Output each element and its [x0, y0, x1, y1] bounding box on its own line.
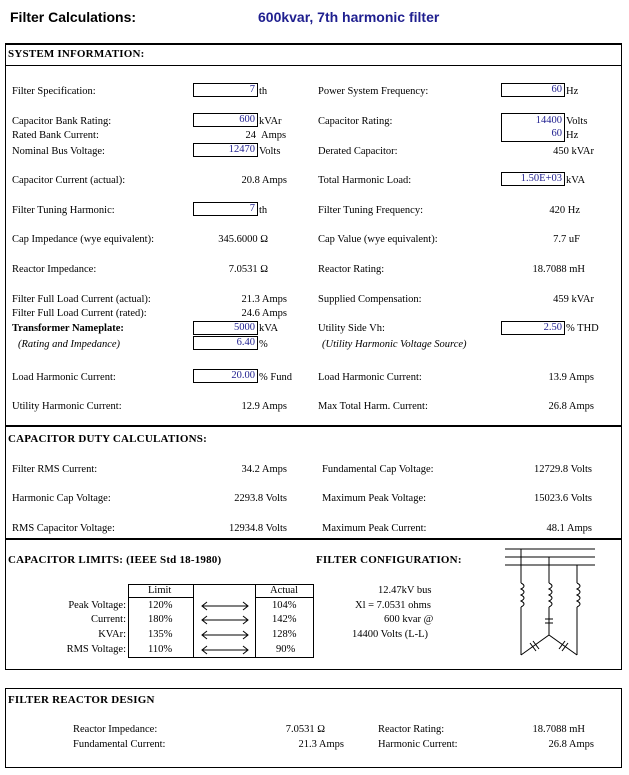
- label: Utility Side Vh:: [318, 323, 385, 334]
- tuning-harm-input[interactable]: 7: [193, 202, 258, 216]
- value: 345.6000 Ω: [218, 234, 268, 245]
- value: 21.3 Amps: [241, 294, 287, 305]
- limit-label: Peak Voltage:: [68, 600, 126, 611]
- label: Filter Specification:: [12, 86, 96, 97]
- value: 20.8 Amps: [241, 175, 287, 186]
- label: Reactor Impedance:: [12, 264, 97, 275]
- label: Maximum Peak Current:: [322, 523, 427, 534]
- label: Utility Harmonic Current:: [12, 401, 122, 412]
- value: 26.8 Amps: [548, 739, 594, 750]
- value: 7.7 uF: [553, 234, 580, 245]
- label: Reactor Rating:: [378, 724, 445, 735]
- value: 7.0531 Ω: [285, 724, 325, 735]
- unit: kVA: [566, 175, 586, 186]
- label: (Utility Harmonic Voltage Source): [322, 339, 467, 350]
- label: Power System Frequency:: [318, 86, 429, 97]
- divider: [255, 597, 314, 598]
- value: 24: [245, 130, 256, 141]
- label: Capacitor Current (actual):: [12, 175, 126, 186]
- value: 2293.8 Volts: [234, 493, 287, 504]
- section-system-info: SYSTEM INFORMATION:: [8, 48, 145, 60]
- value: 15023.6 Volts: [534, 493, 592, 504]
- label: Reactor Impedance:: [73, 724, 158, 735]
- value: 12729.8 Volts: [534, 464, 592, 475]
- label: Load Harmonic Current:: [12, 372, 116, 383]
- value: 12.9 Amps: [241, 401, 287, 412]
- limit-value: 120%: [148, 600, 173, 611]
- label: Reactor Rating:: [318, 264, 385, 275]
- unit: % THD: [566, 323, 599, 334]
- cap-rating-volts: 14400: [535, 115, 562, 126]
- value: 7.0531 Ω: [228, 264, 268, 275]
- value: 18.7088 mH: [532, 724, 585, 735]
- unit: th: [259, 205, 268, 216]
- label: Fundamental Current:: [73, 739, 166, 750]
- filter-schematic: [505, 543, 597, 663]
- label: RMS Capacitor Voltage:: [12, 523, 115, 534]
- unit: Hz: [566, 130, 579, 141]
- label: Fundamental Cap Voltage:: [322, 464, 434, 475]
- col-actual-header: Actual: [270, 585, 298, 596]
- value: 12934.8 Volts: [229, 523, 287, 534]
- value: 450 kVAr: [553, 146, 594, 157]
- total-harm-input[interactable]: 1.50E+03: [501, 172, 565, 186]
- value: 13.9 Amps: [548, 372, 594, 383]
- divider: [128, 597, 193, 598]
- value: 26.8 Amps: [548, 401, 594, 412]
- config-line: 14400 Volts (L-L): [352, 629, 429, 640]
- unit: th: [259, 86, 268, 97]
- section-reactor: FILTER REACTOR DESIGN: [8, 694, 155, 706]
- unit: Volts: [259, 146, 281, 157]
- double-arrow-icon: [198, 598, 252, 658]
- page-title: Filter Calculations:: [10, 9, 137, 25]
- actual-value: 142%: [272, 614, 297, 625]
- actual-value: 90%: [276, 644, 296, 655]
- config-line: 12.47kV bus: [378, 585, 432, 596]
- col-limit-header: Limit: [148, 585, 172, 596]
- nominal-bus-input[interactable]: 12470: [193, 143, 258, 157]
- config-line: 600 kvar @: [384, 614, 434, 625]
- label: Harmonic Current:: [378, 739, 458, 750]
- label: Capacitor Rating:: [318, 116, 393, 127]
- label: Cap Impedance (wye equivalent):: [12, 234, 154, 245]
- utility-vh-input[interactable]: 2.50: [501, 321, 565, 335]
- label: Maximum Peak Voltage:: [322, 493, 427, 504]
- limit-label: KVAr:: [98, 629, 126, 640]
- limit-label: RMS Voltage:: [66, 644, 126, 655]
- divider: [255, 584, 256, 658]
- divider: [193, 584, 194, 658]
- config-line: Xl = 7.0531 ohms: [355, 600, 431, 611]
- label: Capacitor Bank Rating:: [12, 116, 112, 127]
- value: 24.6 Amps: [241, 308, 287, 319]
- label: Harmonic Cap Voltage:: [12, 493, 111, 504]
- label: Total Harmonic Load:: [318, 175, 412, 186]
- label: Supplied Compensation:: [318, 294, 422, 305]
- section-filter-config: FILTER CONFIGURATION:: [316, 554, 462, 566]
- unit: Amps: [261, 130, 287, 141]
- label: Cap Value (wye equivalent):: [318, 234, 438, 245]
- value: 420 Hz: [549, 205, 580, 216]
- label: Rated Bank Current:: [12, 130, 99, 141]
- label: Transformer Nameplate:: [12, 323, 124, 334]
- load-harm-input[interactable]: 20.00: [193, 369, 258, 383]
- label: Derated Capacitor:: [318, 146, 398, 157]
- page-subtitle: 600kvar, 7th harmonic filter: [258, 9, 440, 25]
- filter-spec-input[interactable]: 7: [193, 83, 258, 97]
- label: Nominal Bus Voltage:: [12, 146, 105, 157]
- actual-value: 104%: [272, 600, 297, 611]
- cap-rating-input[interactable]: [501, 113, 565, 142]
- value: 18.7088 mH: [532, 264, 585, 275]
- section-limits: CAPACITOR LIMITS: (IEEE Std 18-1980): [8, 554, 222, 566]
- label: (Rating and Impedance): [18, 339, 121, 350]
- divider: [5, 65, 622, 66]
- limit-value: 135%: [148, 629, 173, 640]
- limit-value: 180%: [148, 614, 173, 625]
- label: Filter Tuning Harmonic:: [12, 205, 115, 216]
- value: 21.3 Amps: [298, 739, 344, 750]
- actual-value: 128%: [272, 629, 297, 640]
- value: 48.1 Amps: [546, 523, 592, 534]
- value: 459 kVAr: [553, 294, 594, 305]
- xfmr-pct-input[interactable]: 6.40: [193, 336, 258, 350]
- unit: %: [259, 339, 268, 350]
- unit: kVAr: [259, 116, 282, 127]
- unit: kVA: [259, 323, 279, 334]
- xfmr-kva-input[interactable]: 5000: [193, 321, 258, 335]
- unit: Volts: [566, 116, 588, 127]
- limit-label: Current:: [91, 614, 126, 625]
- unit: Hz: [566, 86, 579, 97]
- unit: % Fund: [259, 372, 292, 383]
- limit-value: 110%: [148, 644, 173, 655]
- label: Load Harmonic Current:: [318, 372, 422, 383]
- label: Filter Tuning Frequency:: [318, 205, 424, 216]
- label: Filter Full Load Current (actual):: [12, 294, 151, 305]
- cap-bank-input[interactable]: 600: [193, 113, 258, 127]
- label: Filter Full Load Current (rated):: [12, 308, 147, 319]
- label: Max Total Harm. Current:: [318, 401, 428, 412]
- section-duty: CAPACITOR DUTY CALCULATIONS:: [8, 433, 207, 445]
- cap-rating-hz: 60: [551, 128, 562, 139]
- psf-input[interactable]: 60: [501, 83, 565, 97]
- value: 34.2 Amps: [241, 464, 287, 475]
- label: Filter RMS Current:: [12, 464, 98, 475]
